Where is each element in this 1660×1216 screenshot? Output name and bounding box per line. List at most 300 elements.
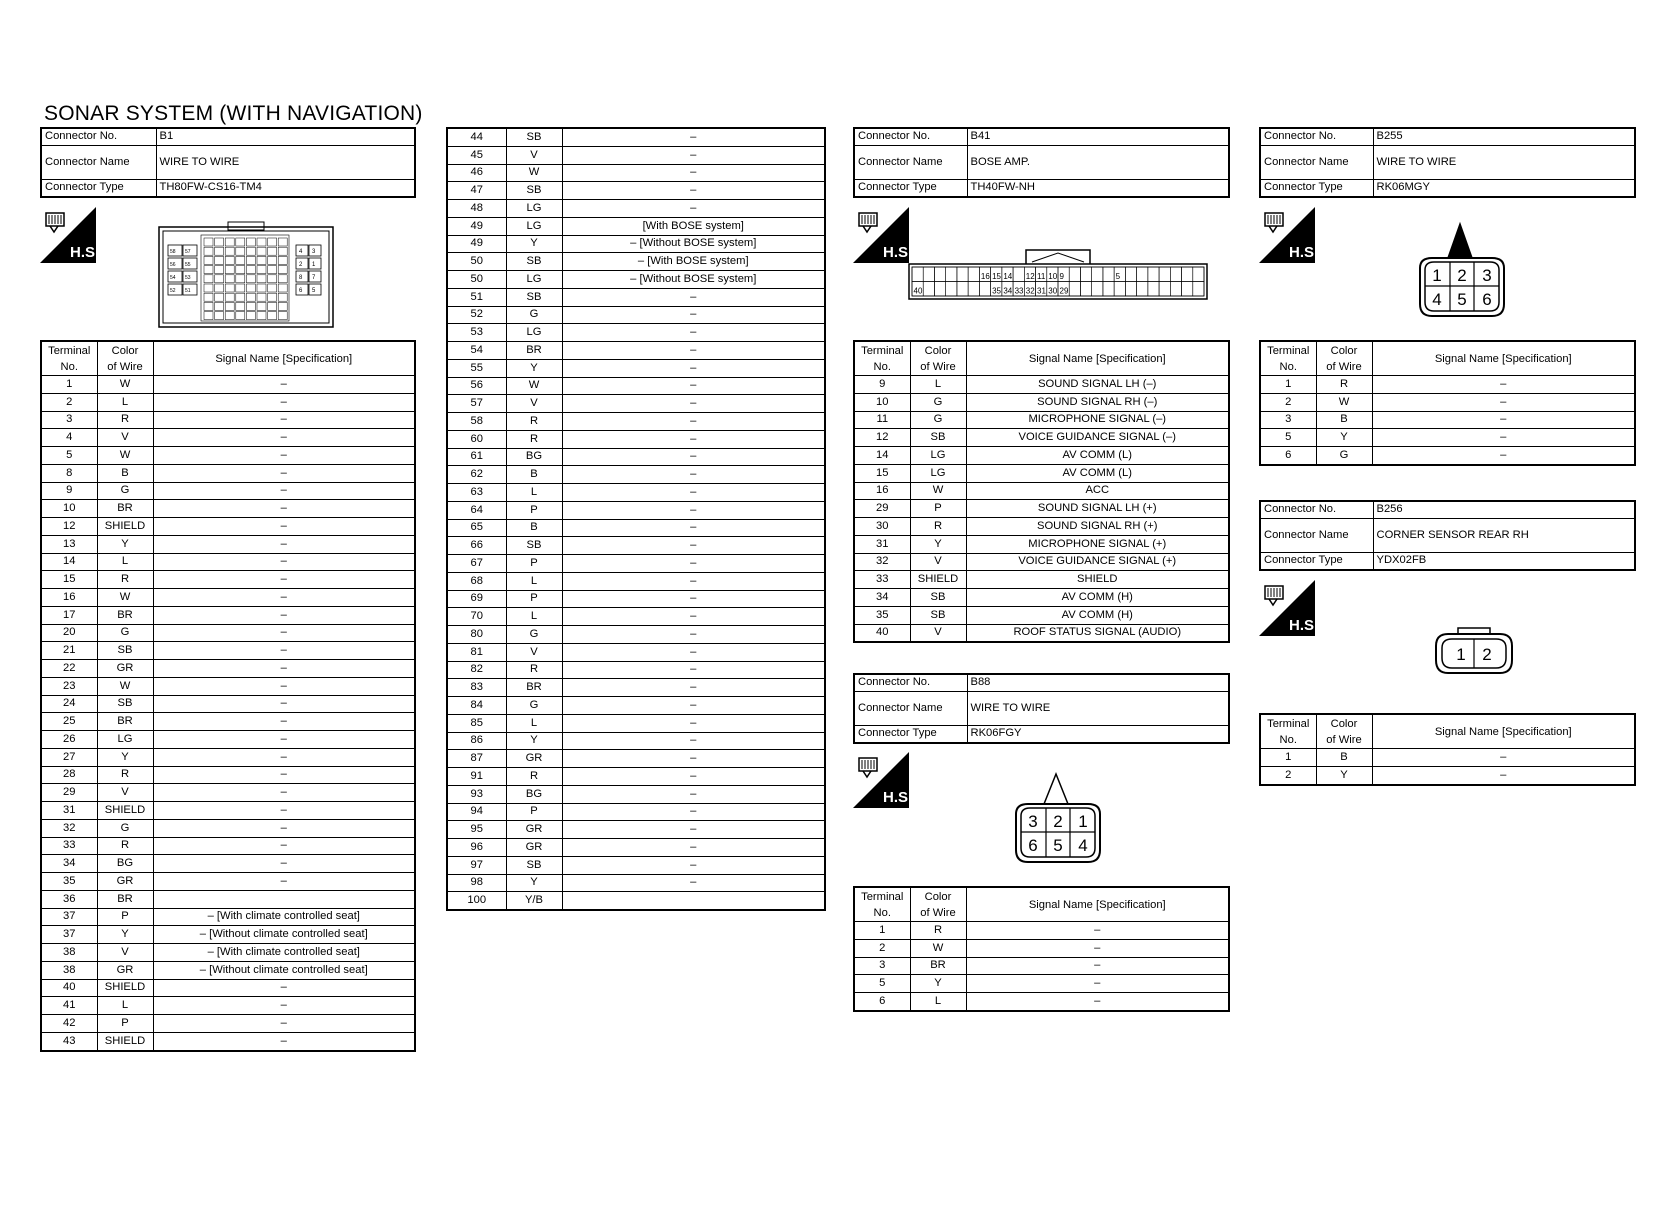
wire-color-cell: W: [97, 589, 153, 607]
signal-name-cell: –: [966, 975, 1228, 993]
terminal-no-cell: 31: [42, 802, 97, 820]
wire-color-cell: B: [506, 466, 562, 484]
wire-color-cell: W: [506, 164, 562, 182]
connector-name-label: Connector Name: [855, 146, 967, 180]
terminal-no-cell: 1: [1261, 749, 1316, 767]
wire-color-cell: SB: [506, 182, 562, 200]
b1-terminal-table: [40, 340, 416, 1052]
pin-cavity: [246, 256, 255, 264]
signal-name-header: Signal Name [Specification]: [153, 342, 414, 376]
wire-color-cell: SHIELD: [97, 1032, 153, 1049]
signal-name-cell: –: [562, 466, 824, 484]
signal-name-cell: –: [153, 376, 414, 394]
table-row: [42, 802, 414, 820]
svg-text:4: 4: [299, 249, 303, 255]
wire-color-cell: R: [910, 518, 966, 536]
svg-text:4: 4: [1432, 290, 1442, 309]
table-row: [42, 926, 414, 944]
connector-type-label: Connector Type: [42, 180, 156, 197]
pin-cavity: [1103, 282, 1114, 297]
table-row: [448, 732, 824, 750]
signal-name-cell: –: [153, 642, 414, 660]
pin-cavity: [934, 282, 945, 297]
table-row: [42, 482, 414, 500]
terminal-no-cell: 46: [448, 164, 506, 182]
wire-color-cell: L: [910, 376, 966, 394]
terminal-no-cell: 61: [448, 448, 506, 466]
table-row: [448, 661, 824, 679]
table-row: [448, 217, 824, 235]
signal-name-cell: –: [562, 182, 824, 200]
connector-name-label: Connector Name: [1261, 519, 1373, 553]
pin-cavity: [1148, 267, 1159, 282]
table-row: [42, 873, 414, 891]
signal-name-cell: –: [562, 785, 824, 803]
table-row: [855, 500, 1228, 518]
pin-cavity: [204, 293, 213, 301]
signal-name-cell: –: [153, 837, 414, 855]
table-row: [448, 448, 824, 466]
signal-name-cell: –: [1372, 393, 1634, 411]
signal-name-cell: –: [562, 430, 824, 448]
pin-cavity: [923, 267, 934, 282]
wire-color-cell: V: [910, 553, 966, 571]
table-row: [855, 606, 1228, 624]
signal-name-cell: – [With BOSE system]: [562, 253, 824, 271]
terminal-no-cell: 10: [42, 500, 97, 518]
wire-color-cell: G: [910, 411, 966, 429]
svg-text:5: 5: [1457, 290, 1467, 309]
connector-no-label: Connector No.: [1261, 502, 1373, 519]
terminal-no-cell: 9: [855, 376, 910, 394]
pin-cavity: [215, 293, 224, 301]
signal-name-cell: – [Without climate controlled seat]: [153, 961, 414, 979]
terminal-no-cell: 67: [448, 555, 506, 573]
signal-name-cell: –: [153, 482, 414, 500]
signal-name-cell: AV COMM (H): [966, 589, 1228, 607]
wire-color-cell: BR: [910, 957, 966, 975]
pin-cavity: [204, 312, 213, 320]
b41-connector-face: [908, 248, 1208, 300]
terminal-no-cell: 65: [448, 519, 506, 537]
wire-color-cell: Y: [506, 235, 562, 253]
pin-cavity: [1069, 267, 1080, 282]
pin-cavity: [215, 312, 224, 320]
wire-color-cell: G: [97, 482, 153, 500]
table-row: [42, 997, 414, 1015]
wire-color-header: Color of Wire: [97, 342, 153, 376]
wire-color-cell: BR: [506, 342, 562, 360]
pin-cavity: [246, 247, 255, 255]
terminal-no-cell: 28: [42, 766, 97, 784]
svg-text:6: 6: [299, 288, 303, 294]
pin-label: 5: [1115, 272, 1121, 281]
table-row: [855, 624, 1228, 641]
pin-cavity: [225, 247, 234, 255]
terminal-no-cell: 52: [448, 306, 506, 324]
wire-color-cell: P: [97, 1015, 153, 1033]
pin-label: 11: [1037, 272, 1046, 281]
table-row: [42, 535, 414, 553]
wire-color-cell: P: [506, 501, 562, 519]
terminal-no-cell: 13: [42, 535, 97, 553]
table-row: [448, 146, 824, 164]
table-row: [42, 748, 414, 766]
b41-connector-type: TH40FW-NH: [967, 180, 1228, 197]
pin-cavity: [268, 312, 277, 320]
signal-name-cell: –: [562, 874, 824, 892]
pin-cavity: [257, 293, 266, 301]
terminal-no-cell: 3: [42, 411, 97, 429]
table-row: [855, 376, 1228, 394]
svg-text:1: 1: [1432, 266, 1442, 285]
signal-name-header: Signal Name [Specification]: [966, 342, 1228, 376]
pin-label: 9: [1059, 272, 1064, 281]
terminal-no-cell: 33: [855, 571, 910, 589]
terminal-no-cell: 42: [42, 1015, 97, 1033]
wire-color-cell: G: [910, 393, 966, 411]
terminal-no-cell: 16: [42, 589, 97, 607]
table-row: [42, 376, 414, 394]
wire-color-cell: LG: [506, 200, 562, 218]
pin-cavity: [1193, 267, 1204, 282]
signal-name-cell: –: [562, 572, 824, 590]
pin-cavity: [934, 267, 945, 282]
wire-color-cell: B: [506, 519, 562, 537]
signal-name-cell: –: [562, 519, 824, 537]
signal-name-cell: –: [153, 979, 414, 997]
table-row: [448, 164, 824, 182]
terminal-no-cell: 2: [855, 939, 910, 957]
table-row: [42, 695, 414, 713]
pin-cavity: [268, 256, 277, 264]
signal-name-cell: –: [1372, 766, 1634, 783]
terminal-no-cell: 98: [448, 874, 506, 892]
wire-color-cell: SB: [506, 129, 562, 146]
table-row: [448, 679, 824, 697]
table-row: [448, 572, 824, 590]
table-row: [42, 979, 414, 997]
terminal-no-cell: 27: [42, 748, 97, 766]
svg-text:56: 56: [170, 262, 176, 268]
table-row: [42, 837, 414, 855]
table-row: [448, 342, 824, 360]
table-row: [448, 235, 824, 253]
table-row: [448, 484, 824, 502]
pin-cavity: [225, 293, 234, 301]
signal-name-cell: [153, 890, 414, 908]
wire-color-cell: P: [506, 555, 562, 573]
pin-cavity: [1125, 282, 1136, 297]
wire-color-cell: Y: [506, 874, 562, 892]
b255-connector-no: B255: [1373, 129, 1634, 146]
table-row: [42, 411, 414, 429]
table-row: [448, 555, 824, 573]
table-row: [448, 200, 824, 218]
pin-cavity: [246, 293, 255, 301]
signal-name-cell: –: [153, 429, 414, 447]
b1-connector-type: TH80FW-CS16-TM4: [156, 180, 414, 197]
table-row: [448, 324, 824, 342]
signal-name-cell: –: [562, 129, 824, 146]
signal-name-cell: –: [562, 555, 824, 573]
pin-cavity: [236, 266, 245, 274]
pin-cavity: [257, 238, 266, 246]
svg-text:H.S.: H.S.: [1289, 244, 1319, 261]
terminal-no-cell: 60: [448, 430, 506, 448]
wire-color-cell: Y: [1316, 429, 1372, 447]
table-row: [448, 785, 824, 803]
terminal-no-cell: 5: [1261, 429, 1316, 447]
wire-color-cell: B: [1316, 411, 1372, 429]
wire-color-cell: Y: [97, 535, 153, 553]
table-row: [448, 466, 824, 484]
signal-name-cell: – [Without climate controlled seat]: [153, 926, 414, 944]
wire-color-cell: R: [506, 413, 562, 431]
pin-cavity: [1182, 267, 1193, 282]
pin-cavity: [236, 256, 245, 264]
pin-cavity: [246, 266, 255, 274]
pin-cavity: [1137, 267, 1148, 282]
signal-name-header: Signal Name [Specification]: [966, 888, 1228, 922]
signal-name-cell: –: [562, 661, 824, 679]
signal-name-cell: –: [153, 819, 414, 837]
wire-color-cell: R: [506, 661, 562, 679]
pin-cavity: [268, 266, 277, 274]
pin-cavity: [257, 266, 266, 274]
pin-cavity: [236, 312, 245, 320]
b255-terminal-table: [1259, 340, 1636, 466]
table-row: [448, 892, 824, 909]
table-row: [42, 500, 414, 518]
pin-cavity: [1114, 282, 1125, 297]
wire-color-cell: BG: [506, 785, 562, 803]
wire-color-cell: B: [97, 464, 153, 482]
terminal-no-cell: 5: [855, 975, 910, 993]
pin-cavity: [1170, 282, 1181, 297]
table-row: [855, 464, 1228, 482]
pin-cavity: [225, 312, 234, 320]
wire-color-cell: SB: [910, 606, 966, 624]
signal-name-cell: –: [153, 393, 414, 411]
table-row: [42, 589, 414, 607]
wire-color-cell: V: [97, 944, 153, 962]
pin-cavity: [246, 238, 255, 246]
pin-cavity: [236, 275, 245, 283]
pin-cavity: [278, 293, 287, 301]
wire-color-cell: Y: [910, 975, 966, 993]
wire-color-cell: V: [97, 784, 153, 802]
terminal-no-cell: 37: [42, 926, 97, 944]
table-row: [42, 464, 414, 482]
pin-cavity: [278, 247, 287, 255]
table-row: [448, 590, 824, 608]
terminal-no-cell: 40: [855, 624, 910, 641]
pin-cavity: [1092, 282, 1103, 297]
wire-color-cell: W: [506, 377, 562, 395]
terminal-no-cell: 37: [42, 908, 97, 926]
connector-no-label: Connector No.: [855, 129, 967, 146]
pin-label: 10: [1048, 272, 1058, 281]
pin-cavity: [278, 275, 287, 283]
table-row: [42, 784, 414, 802]
table-row: [42, 677, 414, 695]
wire-color-cell: R: [97, 766, 153, 784]
signal-name-cell: –: [562, 413, 824, 431]
wire-color-cell: P: [97, 908, 153, 926]
connector-type-label: Connector Type: [855, 180, 967, 197]
pin-cavity: [968, 267, 979, 282]
wire-color-header: Color of Wire: [910, 888, 966, 922]
signal-name-cell: –: [562, 324, 824, 342]
signal-name-cell: [With BOSE system]: [562, 217, 824, 235]
pin-cavity: [204, 238, 213, 246]
terminal-no-cell: 1: [855, 922, 910, 940]
pin-cavity: [268, 275, 277, 283]
terminal-no-cell: 2: [1261, 766, 1316, 783]
wire-color-cell: G: [97, 819, 153, 837]
signal-name-cell: –: [966, 939, 1228, 957]
svg-text:2: 2: [1053, 812, 1063, 831]
pin-cavity: [236, 302, 245, 310]
terminal-no-cell: 9: [42, 482, 97, 500]
terminal-no-cell: 10: [855, 393, 910, 411]
table-row: [42, 1032, 414, 1049]
table-row: [448, 253, 824, 271]
table-row: [448, 839, 824, 857]
svg-text:8: 8: [299, 275, 303, 281]
signal-name-header: Signal Name [Specification]: [1372, 342, 1634, 376]
table-row: [855, 429, 1228, 447]
wire-color-cell: SB: [506, 856, 562, 874]
pin-cavity: [225, 238, 234, 246]
terminal-no-cell: 21: [42, 642, 97, 660]
signal-name-cell: –: [562, 821, 824, 839]
table-row: [42, 393, 414, 411]
signal-name-cell: [562, 892, 824, 909]
pin-cavity: [236, 293, 245, 301]
signal-name-cell: AV COMM (H): [966, 606, 1228, 624]
terminal-no-cell: 81: [448, 643, 506, 661]
terminal-no-cell: 29: [855, 500, 910, 518]
pin-cavity: [268, 302, 277, 310]
wire-color-cell: Y/B: [506, 892, 562, 909]
wire-color-header: Color of Wire: [1316, 715, 1372, 749]
pin-cavity: [968, 282, 979, 297]
terminal-no-cell: 40: [42, 979, 97, 997]
wire-color-cell: B: [1316, 749, 1372, 767]
pin-cavity: [204, 266, 213, 274]
svg-text:51: 51: [185, 288, 191, 294]
terminal-no-cell: 49: [448, 217, 506, 235]
pin-cavity: [1182, 282, 1193, 297]
wire-color-cell: Y: [97, 926, 153, 944]
pin-cavity: [923, 282, 934, 297]
terminal-no-cell: 70: [448, 608, 506, 626]
wire-color-cell: SB: [506, 537, 562, 555]
terminal-no-header: Terminal No.: [855, 888, 910, 922]
wire-color-cell: R: [97, 837, 153, 855]
signal-name-cell: – [Without BOSE system]: [562, 235, 824, 253]
table-row: [448, 626, 824, 644]
terminal-no-cell: 100: [448, 892, 506, 909]
wire-color-cell: LG: [97, 731, 153, 749]
terminal-no-cell: 4: [42, 429, 97, 447]
terminal-no-cell: 12: [855, 429, 910, 447]
signal-name-cell: –: [562, 803, 824, 821]
terminal-no-cell: 1: [42, 376, 97, 394]
table-row: [448, 501, 824, 519]
signal-name-header: Signal Name [Specification]: [1372, 715, 1634, 749]
b1-terminal-table-continued: [446, 127, 826, 911]
svg-text:H.S.: H.S.: [883, 244, 913, 261]
b88-connector-face: [1008, 768, 1108, 864]
connector-no-label: Connector No.: [42, 129, 156, 146]
pin-cavity: [278, 238, 287, 246]
signal-name-cell: –: [562, 359, 824, 377]
signal-name-cell: –: [1372, 376, 1634, 394]
table-row: [42, 624, 414, 642]
connector-no-label: Connector No.: [855, 675, 967, 692]
table-row: [42, 429, 414, 447]
terminal-no-cell: 35: [855, 606, 910, 624]
svg-text:5: 5: [1053, 836, 1063, 855]
wire-color-cell: V: [506, 395, 562, 413]
pin-cavity: [204, 275, 213, 283]
wire-color-cell: W: [97, 447, 153, 465]
table-row: [855, 447, 1228, 465]
svg-text:H.S.: H.S.: [70, 244, 100, 261]
terminal-no-cell: 54: [448, 342, 506, 360]
signal-name-cell: –: [966, 922, 1228, 940]
svg-text:6: 6: [1482, 290, 1492, 309]
pin-cavity: [225, 284, 234, 292]
terminal-no-cell: 6: [855, 993, 910, 1010]
hs-icon: [40, 207, 100, 263]
b88-connector-no: B88: [967, 675, 1228, 692]
pin-cavity: [1103, 267, 1114, 282]
pin-cavity: [278, 256, 287, 264]
terminal-no-cell: 3: [1261, 411, 1316, 429]
b256-connector-type: YDX02FB: [1373, 553, 1634, 570]
signal-name-cell: – [With climate controlled seat]: [153, 944, 414, 962]
svg-text:1: 1: [1456, 645, 1466, 664]
terminal-no-cell: 34: [855, 589, 910, 607]
signal-name-cell: –: [1372, 429, 1634, 447]
pin-cavity: [257, 284, 266, 292]
signal-name-cell: –: [562, 839, 824, 857]
wire-color-cell: W: [910, 939, 966, 957]
signal-name-cell: –: [562, 342, 824, 360]
table-row: [448, 608, 824, 626]
pin-cavity: [268, 238, 277, 246]
wire-color-cell: V: [910, 624, 966, 641]
wire-color-cell: BR: [97, 606, 153, 624]
signal-name-cell: –: [562, 750, 824, 768]
wire-color-cell: V: [97, 429, 153, 447]
terminal-no-cell: 16: [855, 482, 910, 500]
signal-name-cell: –: [1372, 411, 1634, 429]
pin-label: 33: [1014, 286, 1024, 296]
terminal-no-cell: 68: [448, 572, 506, 590]
table-row: [855, 411, 1228, 429]
signal-name-cell: –: [562, 448, 824, 466]
wire-color-cell: R: [97, 411, 153, 429]
b255-connector-type: RK06MGY: [1373, 180, 1634, 197]
signal-name-cell: –: [153, 606, 414, 624]
terminal-no-cell: 83: [448, 679, 506, 697]
pin-cavity: [1080, 282, 1091, 297]
